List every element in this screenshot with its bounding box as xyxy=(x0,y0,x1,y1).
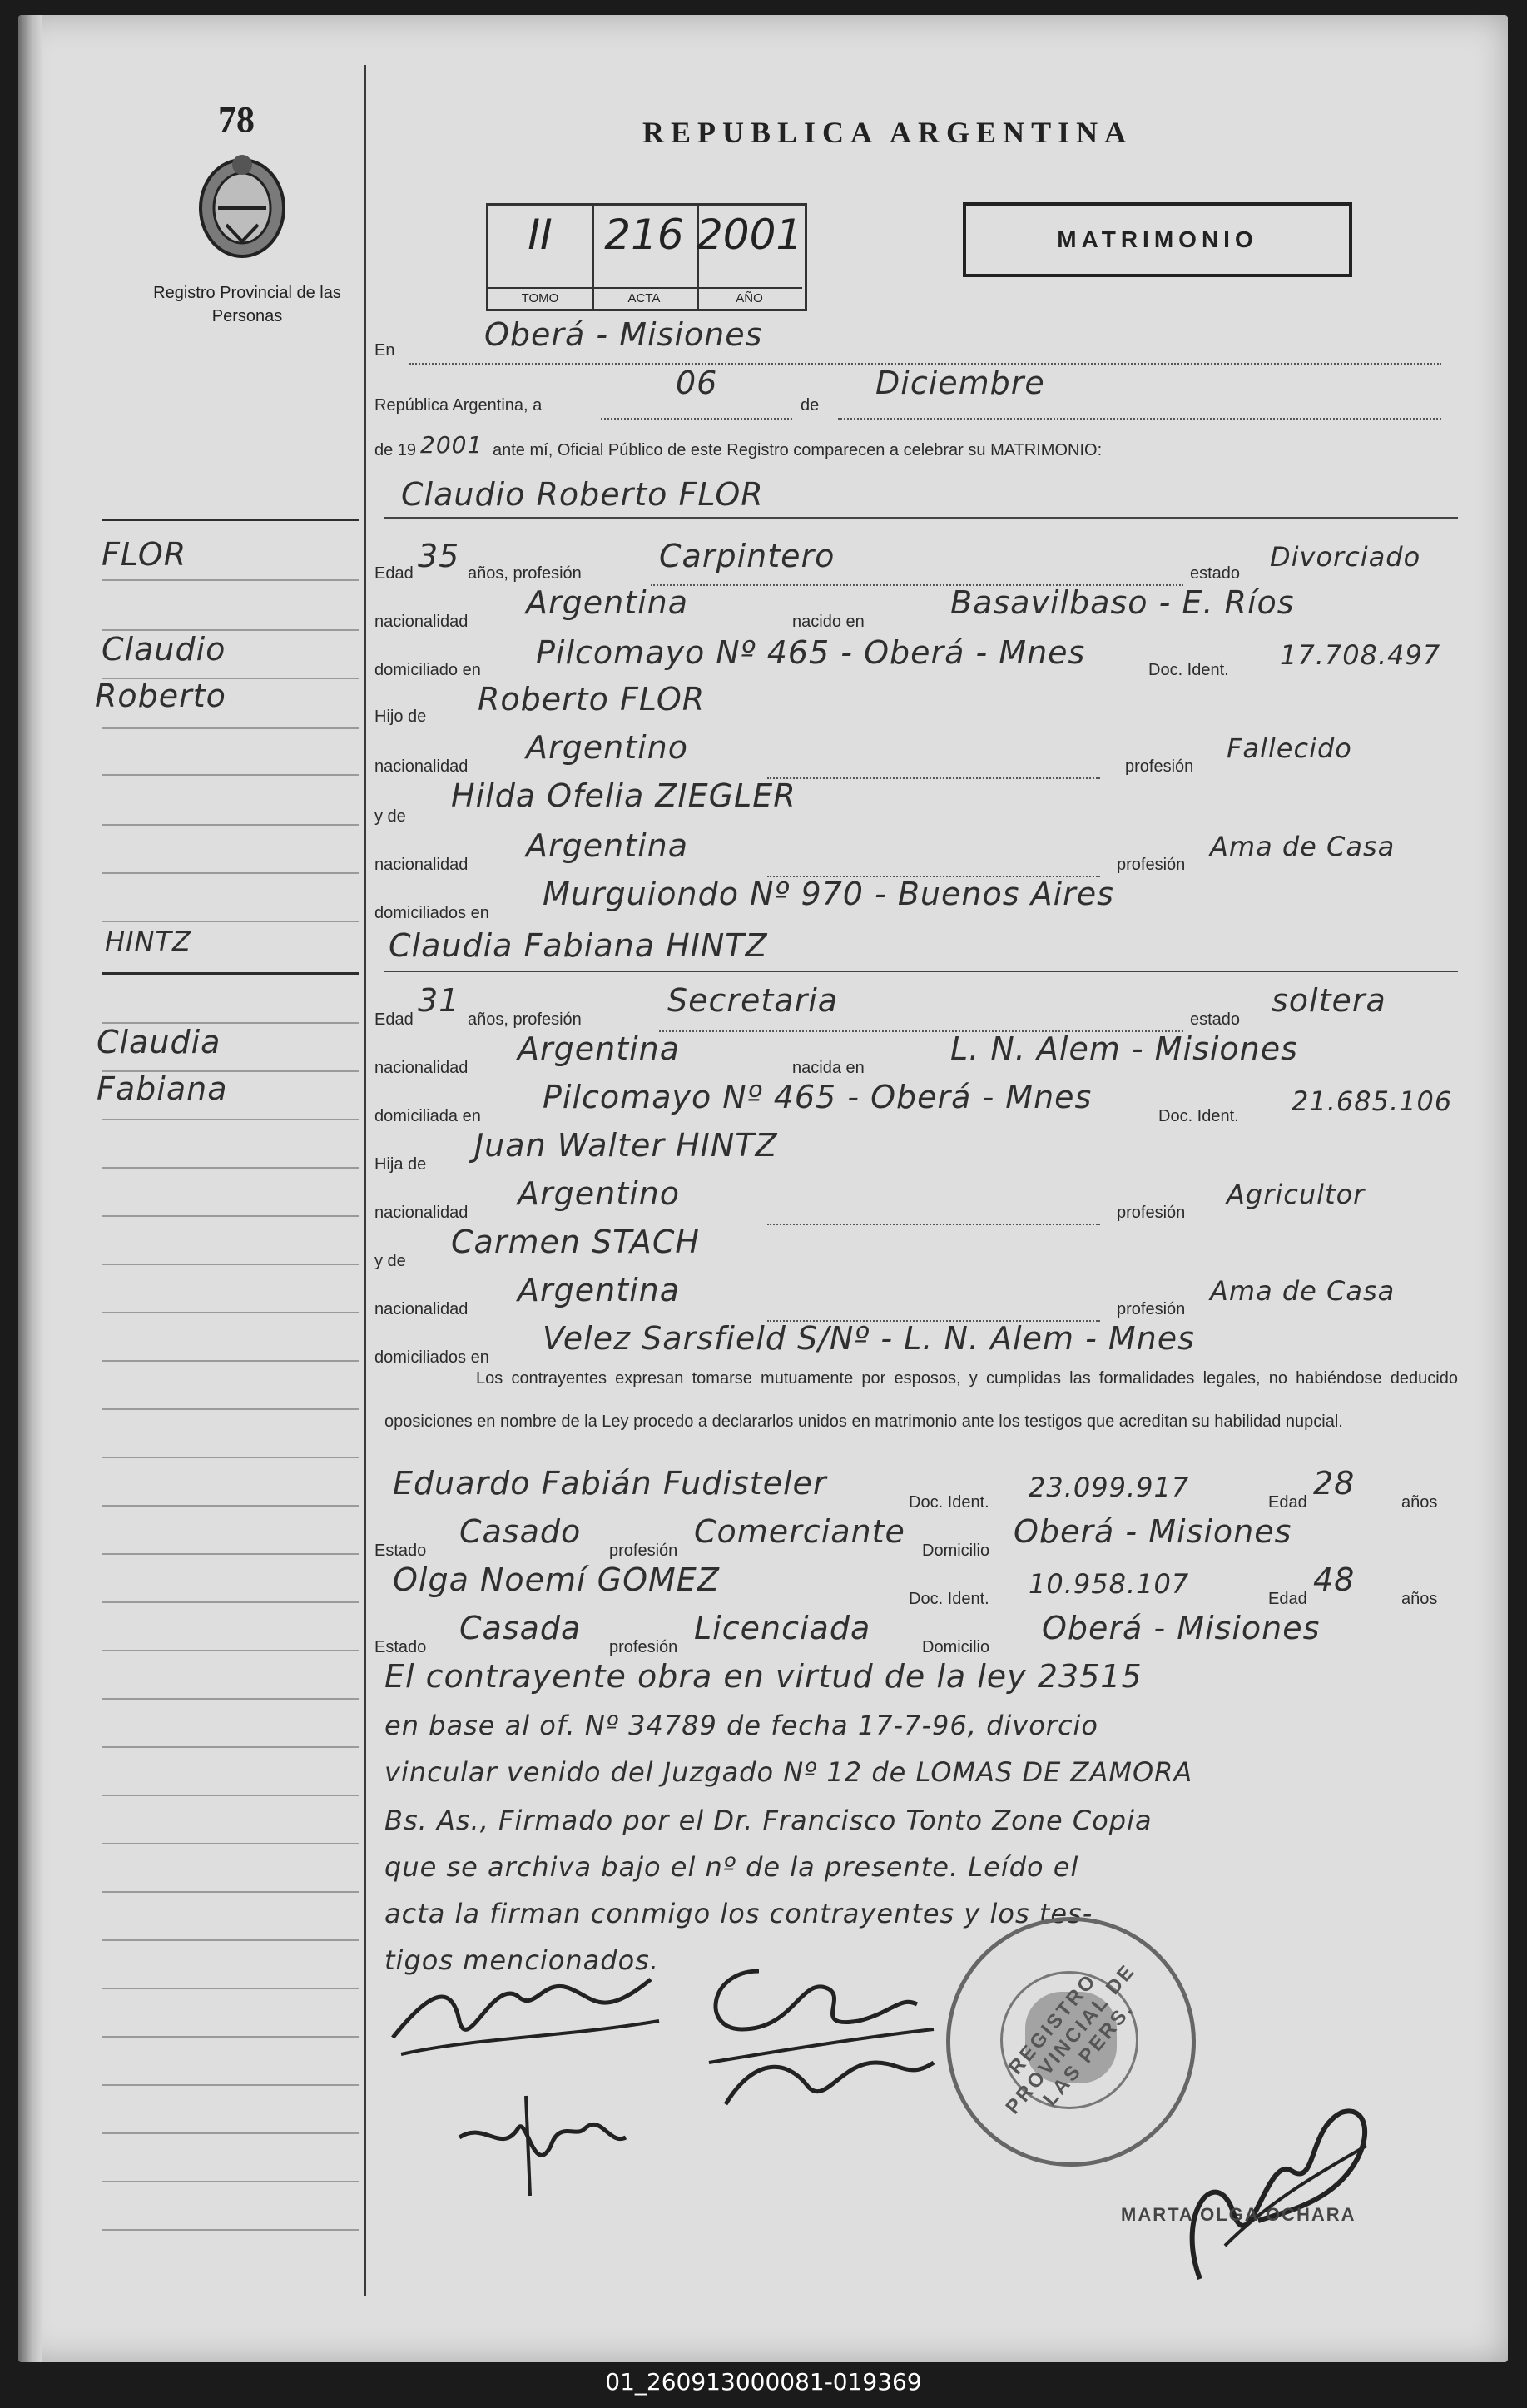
note-line: vincular venido del Juzgado Nº 12 de LOMAS DE ZAMORA xyxy=(384,1756,1193,1788)
domiciliados-label: domiciliados en xyxy=(374,1348,489,1367)
nacionalidad-label: nacionalidad xyxy=(374,1059,469,1077)
note-line: El contrayente obra en virtud de la ley 23515 xyxy=(384,1658,1143,1695)
note-line: Bs. As., Firmado por el Dr. Francisco Tonto Zone Copia xyxy=(384,1805,1153,1836)
bride-doc: 21.685.106 xyxy=(1292,1085,1453,1117)
de19-label: de 19 xyxy=(374,441,417,459)
hijo-label: Hijo de xyxy=(374,708,427,726)
profesion-label: profesión xyxy=(1117,856,1186,874)
anio-value: 2001 xyxy=(697,211,803,259)
witness2-doc: 10.958.107 xyxy=(1029,1568,1190,1600)
officer-signature-icon xyxy=(1167,2079,1383,2296)
domiciliado-label: domiciliado en xyxy=(374,661,481,679)
witness2-name: Olga Noemí GOMEZ xyxy=(393,1561,720,1598)
nacido-label: nacido en xyxy=(792,613,865,631)
domicilio-label: Domicilio xyxy=(922,1638,990,1656)
witness1-age: 28 xyxy=(1313,1465,1356,1502)
witness2-age: 48 xyxy=(1313,1561,1356,1598)
margin-bride-name1: Claudia xyxy=(97,1024,221,1060)
en-label: En xyxy=(374,341,395,360)
witness2-address: Oberá - Misiones xyxy=(1042,1610,1321,1646)
stamp-text: REGISTRO PROVINCIAL DE LAS PERS. xyxy=(1001,1959,1140,2119)
country-title: REPUBLICA ARGENTINA xyxy=(642,116,1133,149)
groom-marital-status: Divorciado xyxy=(1270,541,1421,573)
profesion-label: profesión xyxy=(1117,1300,1186,1318)
page-number: 78 xyxy=(218,99,255,140)
edad-label: Edad xyxy=(374,1010,414,1029)
anos-label: años xyxy=(1401,1590,1438,1608)
bride-nationality: Argentina xyxy=(518,1030,681,1067)
margin-bride-name2: Fabiana xyxy=(97,1070,228,1107)
profesion-label: profesión xyxy=(609,1638,678,1656)
margin-line xyxy=(102,519,359,521)
doc-ident-label: Doc. Ident. xyxy=(909,1590,989,1608)
groom-nationality: Argentina xyxy=(526,584,689,621)
groom-full-name: Claudio Roberto FLOR xyxy=(401,476,764,513)
witness2-profession: Licenciada xyxy=(694,1610,871,1646)
acta-label: ACTA xyxy=(592,287,697,309)
bride-mother-nationality: Argentina xyxy=(518,1272,681,1308)
bride-birthplace: L. N. Alem - Misiones xyxy=(950,1030,1298,1067)
groom-mother-profession: Ama de Casa xyxy=(1210,831,1396,862)
groom-profession: Carpintero xyxy=(659,538,835,574)
edad-label: Edad xyxy=(1268,1493,1307,1512)
nacionalidad-label: nacionalidad xyxy=(374,613,469,631)
groom-address: Pilcomayo Nº 465 - Oberá - Mnes xyxy=(536,634,1086,671)
estado-label: estado xyxy=(1190,564,1241,583)
y-de-label: y de xyxy=(374,807,406,826)
anio-label: AÑO xyxy=(697,287,802,309)
groom-father-profession: Fallecido xyxy=(1227,732,1352,764)
bride-father-profession: Agricultor xyxy=(1227,1179,1366,1210)
witness-signature-icon xyxy=(451,2079,634,2204)
bride-profession: Secretaria xyxy=(667,982,839,1019)
domiciliada-label: domiciliada en xyxy=(374,1107,481,1125)
bride-father: Juan Walter HINTZ xyxy=(474,1127,778,1164)
bride-mother: Carmen STACH xyxy=(451,1224,700,1260)
profesion-label: profesión xyxy=(1125,757,1194,776)
officer-stamp: MARTA OLGA OCHARA xyxy=(1121,2204,1356,2225)
witness1-status: Casado xyxy=(459,1513,582,1550)
profesion-label: profesión xyxy=(609,1542,678,1560)
bride-signature-icon xyxy=(692,1938,942,2121)
republica-label: República Argentina, a xyxy=(374,396,543,415)
tomo-value: II xyxy=(528,211,553,259)
profesion-label: profesión xyxy=(1117,1204,1186,1222)
doc-ident-label: Doc. Ident. xyxy=(909,1493,989,1512)
groom-father-nationality: Argentino xyxy=(526,729,688,766)
groom-mother-nationality: Argentina xyxy=(526,827,689,864)
doc-ident-label: Doc. Ident. xyxy=(1158,1107,1239,1125)
margin-groom-surname: FLOR xyxy=(102,536,187,573)
anos-label: años xyxy=(1401,1493,1438,1512)
estado-label: Estado xyxy=(374,1542,427,1560)
groom-parents-address: Murguiondo Nº 970 - Buenos Aires xyxy=(543,876,1114,912)
groom-father: Roberto FLOR xyxy=(478,681,706,717)
coat-of-arms-icon xyxy=(193,150,291,263)
groom-doc: 17.708.497 xyxy=(1280,639,1441,671)
official-stamp xyxy=(946,1917,1196,2167)
book-binding xyxy=(18,15,42,2362)
domiciliados-label: domiciliados en xyxy=(374,904,489,922)
groom-birthplace: Basavilbaso - E. Ríos xyxy=(950,584,1295,621)
domicilio-label: Domicilio xyxy=(922,1542,990,1560)
nacionalidad-label: nacionalidad xyxy=(374,757,469,776)
hija-label: Hija de xyxy=(374,1155,427,1174)
marriage-year: 2001 xyxy=(420,431,483,459)
marriage-month: Diciembre xyxy=(875,365,1045,401)
groom-signature-icon xyxy=(376,1946,676,2079)
marriage-day: 06 xyxy=(676,365,718,401)
de-label: de xyxy=(801,396,820,415)
y-de-label: y de xyxy=(374,1252,406,1270)
groom-age: 35 xyxy=(418,538,460,574)
edad-label: Edad xyxy=(1268,1590,1307,1608)
registry-label: Registro Provincial de las Personas xyxy=(153,284,341,325)
bride-father-nationality: Argentino xyxy=(518,1175,680,1212)
acta-value: 216 xyxy=(604,211,684,259)
margin-groom-name1: Claudio xyxy=(102,631,226,668)
margin-separator xyxy=(364,65,366,2296)
ante-text: ante mí, Oficial Público de este Registro comparecen a celebrar su MATRIMONIO: xyxy=(493,441,1103,459)
groom-mother: Hilda Ofelia ZIEGLER xyxy=(451,777,796,814)
tomo-label: TOMO xyxy=(488,287,592,309)
bride-address: Pilcomayo Nº 465 - Oberá - Mnes xyxy=(543,1079,1093,1115)
record-type-box: MATRIMONIO xyxy=(963,202,1352,277)
note-line: que se archiva bajo el nº de la presente. Leído el xyxy=(384,1851,1079,1883)
anos-profesion-label: años, profesión xyxy=(468,564,582,583)
witness1-profession: Comerciante xyxy=(694,1513,905,1550)
image-id-footer: 01_260913000081-019369 xyxy=(605,2368,922,2396)
note-line: en base al of. Nº 34789 de fecha 17-7-96, divorcio xyxy=(384,1710,1098,1741)
bride-mother-profession: Ama de Casa xyxy=(1210,1275,1396,1307)
register-page xyxy=(18,15,1508,2362)
witness1-address: Oberá - Misiones xyxy=(1014,1513,1292,1550)
nacionalidad-label: nacionalidad xyxy=(374,1300,469,1318)
margin-groom-name2: Roberto xyxy=(95,678,226,714)
note-line: tigos mencionados. xyxy=(384,1944,659,1976)
edad-label: Edad xyxy=(374,564,414,583)
note-line: acta la firman conmigo los contrayentes y los tes- xyxy=(384,1898,1093,1929)
marriage-place: Oberá - Misiones xyxy=(484,316,763,353)
bride-parents-address: Velez Sarsfield S/Nº - L. N. Alem - Mnes xyxy=(543,1320,1195,1357)
bride-marital-status: soltera xyxy=(1272,982,1386,1019)
witness1-name: Eduardo Fabián Fudisteler xyxy=(393,1465,827,1502)
estado-label: estado xyxy=(1190,1010,1241,1029)
record-number-boxes xyxy=(486,203,807,311)
margin-bride-surname: HINTZ xyxy=(105,926,191,957)
anos-profesion-label: años, profesión xyxy=(468,1010,582,1029)
nacida-label: nacida en xyxy=(792,1059,865,1077)
bride-age: 31 xyxy=(418,982,460,1019)
declaration-text: Los contrayentes expresan tomarse mutuamente por esposos, y cumplidas las formalidades legales, no habiéndose deducido oposiciones en nombre de la Ley procedo a declararlos unidos en matrimonio ante los testigos que acreditan su habilidad nupcial. xyxy=(384,1369,1458,1431)
estado-label: Estado xyxy=(374,1638,427,1656)
witness2-status: Casada xyxy=(459,1610,582,1646)
bride-full-name: Claudia Fabiana HINTZ xyxy=(389,927,768,964)
nacionalidad-label: nacionalidad xyxy=(374,1204,469,1222)
nacionalidad-label: nacionalidad xyxy=(374,856,469,874)
witness1-doc: 23.099.917 xyxy=(1029,1472,1190,1503)
doc-ident-label: Doc. Ident. xyxy=(1148,661,1229,679)
